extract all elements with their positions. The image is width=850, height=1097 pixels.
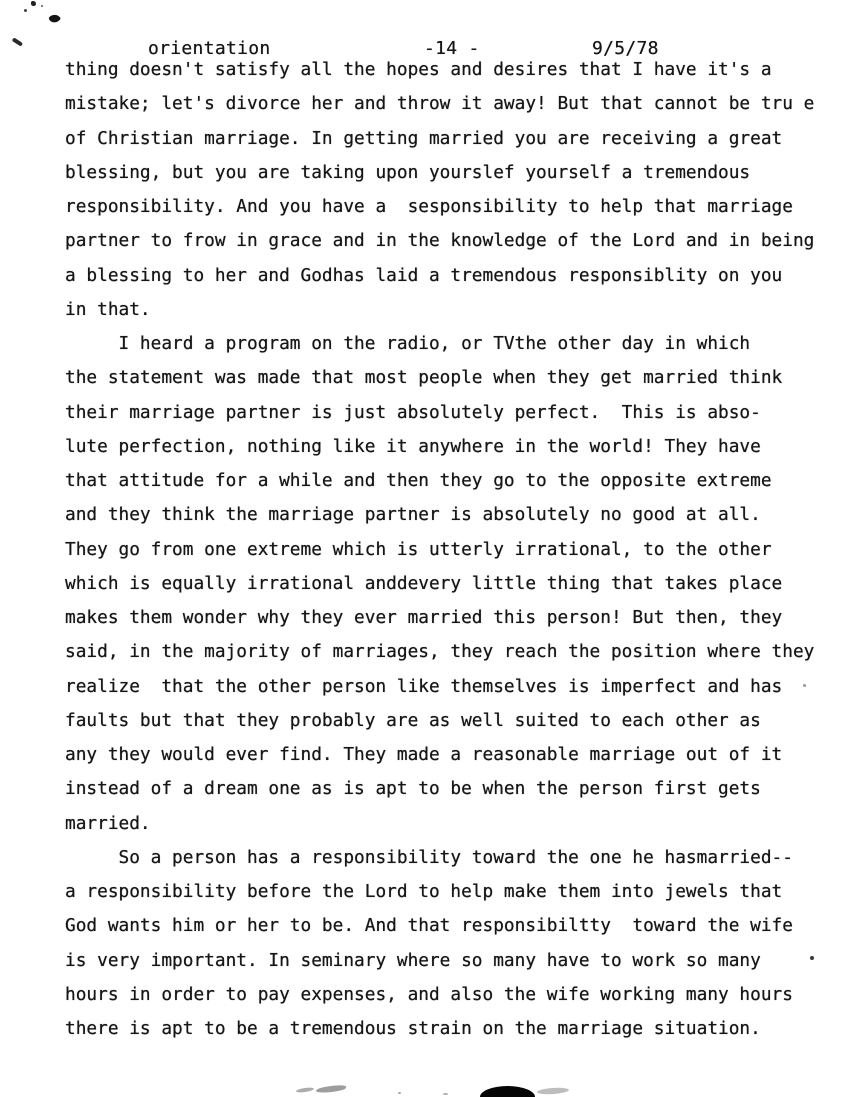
scan-speck <box>398 1092 401 1094</box>
scan-speck <box>443 1093 448 1095</box>
scan-speck <box>41 5 43 7</box>
text-line: lute perfection, nothing like it anywhere in the world! They have <box>65 435 761 457</box>
text-line: blessing, but you are taking upon yourslef yourself a tremendous <box>65 161 751 183</box>
text-line: in that. <box>65 298 151 320</box>
text-line: partner to frow in grace and in the knowledge of the Lord and in being <box>65 230 815 252</box>
smudge-mark <box>537 1087 569 1095</box>
pen-stroke-mark <box>12 37 23 46</box>
text-line: mistake; let's divorce her and throw it away! But that cannot be tru e <box>65 93 815 115</box>
text-line: thing doesn't satisfy all the hopes and desires that I have it's a <box>65 59 772 80</box>
text-line: their marriage partner is just absolutely perfect. This is abso- <box>65 401 761 423</box>
text-line: They go from one extreme which is utterly irrational, to the other <box>65 538 772 560</box>
text-line: God wants him or her to be. And that responsibiltty toward the wife <box>65 915 793 937</box>
text-line: So a person has a responsibility toward the one he hasmarried-- <box>65 846 793 868</box>
ink-mark <box>47 13 61 24</box>
header-title: orientation <box>148 38 271 59</box>
smudge-mark <box>296 1087 314 1093</box>
text-line: realize that the other person like themselves is imperfect and has <box>65 675 783 697</box>
header-page-number: -14 - <box>424 38 480 59</box>
text-line: I heard a program on the radio, or TVthe other day in which <box>65 333 751 354</box>
text-line: and they think the marriage partner is absolutely no good at all. <box>65 504 761 526</box>
header-date: 9/5/78 <box>592 38 659 59</box>
text-line: which is equally irrational anddevery little thing that takes place <box>65 572 783 594</box>
scan-speck <box>803 684 806 687</box>
text-line: hours in order to pay expenses, and also the wife working many hours <box>65 983 793 1005</box>
text-line: responsibility. And you have a sesponsibility to help that marriage <box>65 196 793 217</box>
text-line: any they would ever find. They made a reasonable marriage out of it <box>65 744 783 765</box>
smudge-mark <box>315 1085 347 1094</box>
text-line: there is apt to be a tremendous strain on the marriage situation. <box>65 1018 761 1039</box>
text-line: is very important. In seminary where so many have to work so many <box>65 949 761 971</box>
body-text <box>65 53 835 1046</box>
text-line: said, in the majority of marriages, they reach the position where they <box>65 641 815 663</box>
text-line: makes them wonder why they ever married this person! But then, they <box>65 607 783 628</box>
stray-period <box>810 956 814 960</box>
text-line: a responsibility before the Lord to help make them into jewels that <box>65 881 783 902</box>
scan-speck <box>31 1 36 6</box>
text-line: married. <box>65 812 151 834</box>
ink-blot <box>480 1086 535 1097</box>
text-line: of Christian marriage. In getting married you are receiving a great <box>65 127 783 149</box>
text-line: faults but that they probably are as well suited to each other as <box>65 709 761 731</box>
text-line: that attitude for a while and then they go to the opposite extreme <box>65 470 772 491</box>
text-line: instead of a dream one as is apt to be when the person first gets <box>65 778 761 800</box>
text-line: a blessing to her and Godhas laid a tremendous responsiblity on you <box>65 264 783 286</box>
text-line: the statement was made that most people when they get married think <box>65 367 783 389</box>
scan-speck <box>24 9 27 12</box>
